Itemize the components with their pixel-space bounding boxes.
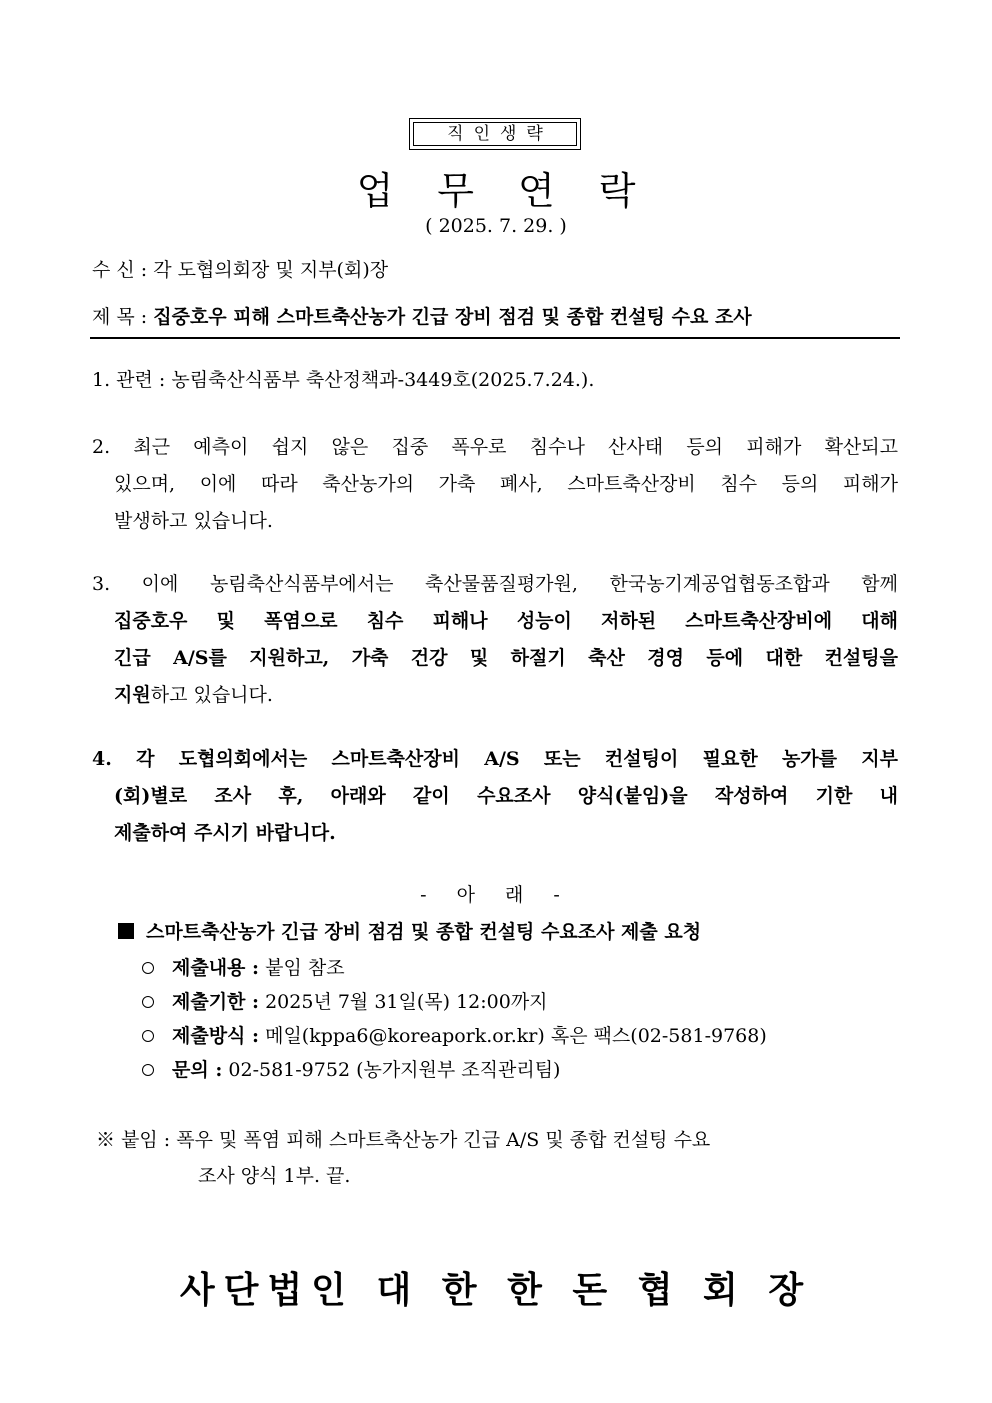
item-1 [92,362,898,399]
subject-label: 제 목 : [92,306,148,328]
request-title [118,917,701,947]
recipient-label: 수 신 : [92,259,148,281]
item-2 [92,429,898,540]
detail-value: 2025년 7월 31일(목) 12:00까지 [265,991,548,1013]
document-date: ( 2025. 7. 29. ) [425,215,567,237]
circle-bullet-icon [142,962,154,974]
item-3-line-2: 집중호우 및 폭염으로 침수 피해나 성능이 저하된 스마트축산장비에 대해 [114,610,898,632]
item-2-line-3: 발생하고 있습니다. [114,510,273,532]
circle-bullet-icon [142,1030,154,1042]
item-4-line-2: (회)별로 조사 후, 아래와 같이 수요조사 양식(붙임)을 작성하여 기한 내 [114,785,898,807]
attachment-label: ※ 붙임 : [96,1129,171,1151]
item-3-line-3: 긴급 A/S를 지원하고, 가축 건강 및 하절기 축산 경영 등에 대한 컨설팅을 [114,647,898,669]
below-heading: - 아 래 - [420,884,572,906]
item-4 [92,741,898,852]
attachment-line-2 [198,1161,350,1191]
square-bullet-icon [118,923,134,939]
detail-deadline [142,987,548,1017]
detail-value: 메일(kppa6@koreapork.or.kr) 혹은 팩스(02-581-9768) [265,1025,767,1047]
request-title-text: 스마트축산농가 긴급 장비 점검 및 종합 컨설팅 수요조사 제출 요청 [146,921,702,943]
detail-submission-content [142,953,345,983]
item-4-line-1: 4. 각 도협의회에서는 스마트축산장비 A/S 또는 컨설팅이 필요한 농가를 지부 [92,748,898,770]
attachment-text-2: 조사 양식 1부. 끝. [198,1165,351,1187]
circle-bullet-icon [142,1064,154,1076]
detail-label: 제출기한 : [172,991,260,1013]
item-3-line-4-bold: 지원 [114,684,151,706]
stamp-omitted-box: 직인생략 [409,118,581,150]
circle-bullet-icon [142,996,154,1008]
item-3-line-4-rest: 하고 있습니다. [150,684,273,706]
item-3-line-1: 3. 이에 농림축산식품부에서는 축산물품질평가원, 한국농기계공업협동조합과 함께 [92,573,898,595]
detail-label: 제출내용 : [172,957,260,979]
detail-label: 제출방식 : [172,1025,260,1047]
detail-value: 02-581-9752 (농가지원부 조직관리팀) [228,1059,561,1081]
header-divider [90,337,900,339]
subject-value: 집중호우 피해 스마트축산농가 긴급 장비 점검 및 종합 컨설팅 수요 조사 [153,306,752,328]
organization-signature: 사단법인 대 한 한 돈 협 회 장 [179,1269,813,1311]
detail-inquiry [142,1055,560,1085]
document-title: 업무연락 [356,169,680,213]
attachment-line-1 [96,1125,710,1155]
recipient-value: 각 도협의회장 및 지부(회)장 [153,259,389,281]
detail-method [142,1021,767,1051]
detail-label: 문의 : [172,1059,223,1081]
item-4-line-3: 제출하여 주시기 바랍니다. [114,822,336,844]
subject-line [92,302,752,332]
item-2-line-1: 2. 최근 예측이 쉽지 않은 집중 폭우로 침수나 산사태 등의 피해가 확산되고 [92,436,898,458]
attachment-text-1: 폭우 및 폭염 피해 스마트축산농가 긴급 A/S 및 종합 컨설팅 수요 [176,1129,711,1151]
item-2-line-2: 있으며, 이에 따라 축산농가의 가축 폐사, 스마트축산장비 침수 등의 피해가 [114,473,898,495]
item-3-line-4 [92,677,898,714]
recipient-line [92,255,388,285]
detail-value: 붙임 참조 [265,957,345,979]
item-1-line-1: 1. 관련 : 농림축산식품부 축산정책과-3449호(2025.7.24.). [92,369,595,391]
item-3 [92,566,898,714]
